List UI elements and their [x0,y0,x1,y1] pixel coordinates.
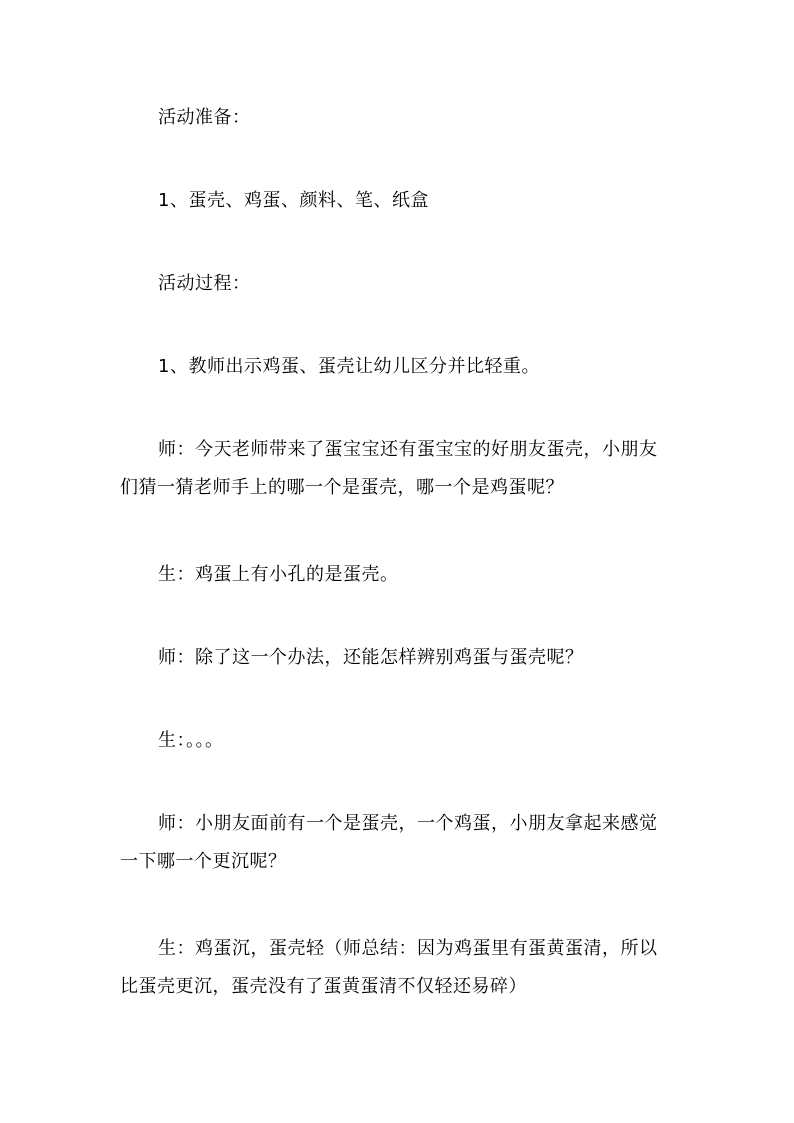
paragraph-line: 生：鸡蛋上有小孔的是蛋壳。 [158,564,399,585]
paragraph-line: 一下哪一个更沉呢？ [120,851,287,872]
paragraph-line: 师：除了这一个办法，还能怎样辨别鸡蛋与蛋壳呢？ [158,647,584,668]
paragraph-line: 活动准备： [158,107,251,128]
paragraph-teacher-question-3 [120,805,680,881]
paragraph-line: 比蛋壳更沉，蛋壳没有了蛋黄蛋清不仅轻还易碎） [120,976,527,997]
paragraph-line: 1、教师出示鸡蛋、蛋壳让幼儿区分并比轻重。 [158,356,540,377]
paragraph-student-answer-summary [120,930,680,1006]
paragraph-line: 活动过程： [158,273,251,294]
paragraph-teacher-question-2 [120,639,680,677]
paragraph-line: 生：。。。 [158,730,224,751]
paragraph-teacher-question-1 [120,431,680,507]
paragraph-line: 生：鸡蛋沉，蛋壳轻（师总结：因为鸡蛋里有蛋黄蛋清，所以 [158,938,658,959]
paragraph-student-answer-2 [120,722,680,760]
paragraph-activity-preparation [120,99,680,137]
paragraph-activity-process [120,265,680,303]
paragraph-materials-list [120,182,680,220]
paragraph-line: 1、蛋壳、鸡蛋、颜料、笔、纸盒 [158,190,429,211]
paragraph-line: 们猜一猜老师手上的哪一个是蛋壳，哪一个是鸡蛋呢？ [120,477,564,498]
paragraph-line: 师：今天老师带来了蛋宝宝还有蛋宝宝的好朋友蛋壳，小朋友 [158,439,658,460]
paragraph-student-answer-1 [120,556,680,594]
paragraph-step-one [120,348,680,386]
paragraph-line: 师：小朋友面前有一个是蛋壳，一个鸡蛋，小朋友拿起来感觉 [158,813,658,834]
